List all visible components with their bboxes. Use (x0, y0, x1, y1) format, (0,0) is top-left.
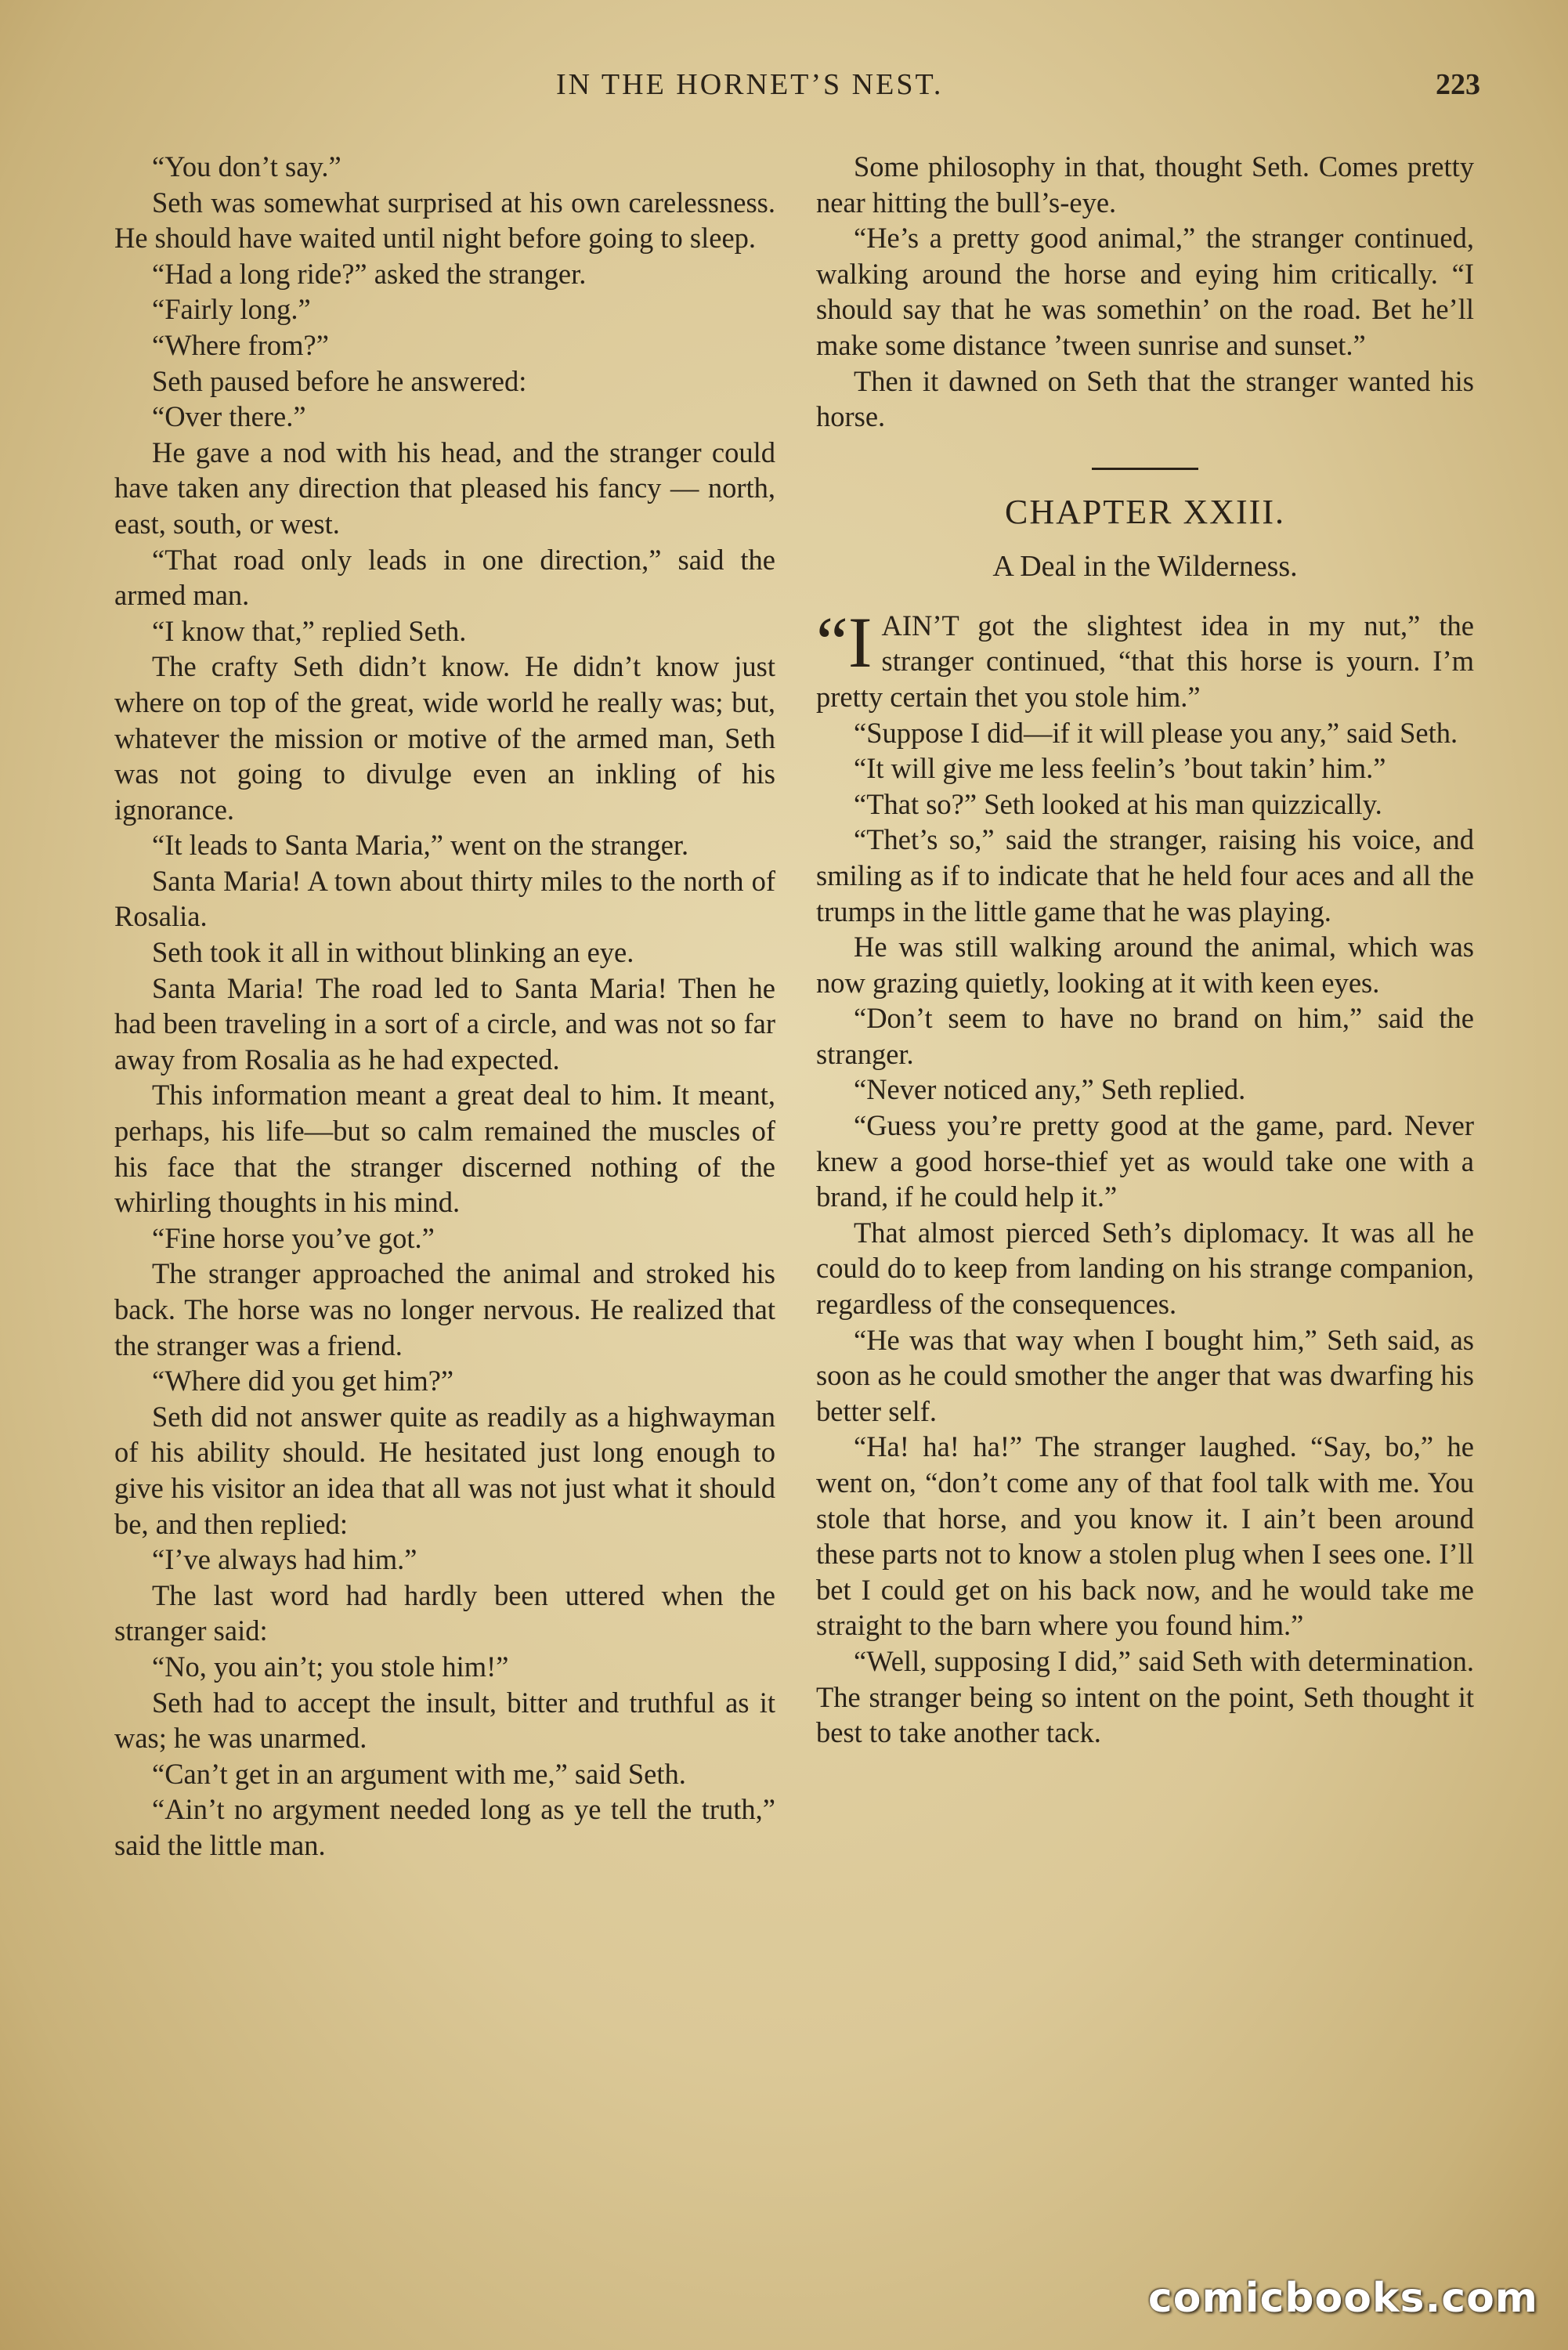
left-column (114, 149, 775, 1864)
paragraph: “Suppose I did—if it will please you any,” said Seth. (854, 716, 1458, 749)
section-divider (1092, 468, 1198, 470)
chapter-heading: CHAPTER XXIII. (1005, 492, 1285, 531)
paragraph: Seth took it all in without blinking an eye. (152, 936, 634, 969)
paragraph: The crafty Seth didn’t know. He didn’t know just where on top of the great, wide world he really was; but, whatever the mission or motive of the armed man, Seth was not going to divulge even an inkling of his ignorance. (114, 650, 775, 826)
paragraph: Santa Maria! The road led to Santa Maria! Then he had been traveling in a sort of a circle, and was not so far away from Rosalia as he had expected. (114, 971, 775, 1076)
opening-text: AIN’T got the slightest idea in my nut,” the stranger continued, “that this horse is yourn. I’m pretty certain thet you stole him.” (816, 609, 1474, 713)
paragraph: “You don’t say.” (152, 150, 341, 183)
paragraph: “Ha! ha! ha!” The stranger laughed. “Say, bo,” he went on, “don’t come any of that fool talk with me. You stole that horse, and you know it. I ain’t been around these parts not to know a stolen plug when I sees one. I’ll bet I could get on his back now, and he would take me straight to the barn where you found him.” (816, 1430, 1474, 1642)
paragraph: “Fairly long.” (152, 293, 311, 326)
paragraph: “Can’t get in an argument with me,” said Seth. (152, 1757, 686, 1790)
chapter-subtitle: A Deal in the Wilderness. (992, 549, 1298, 583)
paragraph: “Don’t seem to have no brand on him,” said the stranger. (816, 1002, 1474, 1070)
running-title: IN THE HORNET’S NEST. (556, 68, 944, 101)
watermark: comicbooks.com (1147, 2275, 1538, 2322)
paragraph: “It will give me less feelin’s ’bout takin’ him.” (854, 752, 1386, 785)
chapter-opening-paragraph (816, 602, 1474, 715)
paragraph: Seth had to accept the insult, bitter and truthful as it was; he was unarmed. (114, 1686, 775, 1755)
paragraph: “Over there.” (152, 400, 306, 433)
drop-cap-letter: I (847, 602, 873, 682)
paragraph: “Had a long ride?” asked the stranger. (152, 257, 587, 290)
paragraph: Seth paused before he answered: (152, 364, 527, 397)
paragraph: “Where from?” (152, 328, 329, 361)
paragraph: The stranger approached the animal and stroked his back. The horse was no longer nervous. He realized that the stranger was a friend. (114, 1257, 775, 1361)
paragraph: “I know that,” replied Seth. (152, 614, 467, 647)
right-column (816, 149, 1474, 1751)
paragraph: “That road only leads in one direction,” said the armed man. (114, 543, 775, 612)
page-number: 223 (1436, 68, 1480, 101)
paragraph: “Never noticed any,” Seth replied. (854, 1073, 1246, 1106)
paragraph: Seth was somewhat surprised at his own carelessness. He should have waited until night before going to sleep. (114, 186, 775, 255)
paragraph: “He was that way when I bought him,” Seth said, as soon as he could smother the anger that was dwarfing his better self. (816, 1323, 1474, 1427)
paragraph: “Guess you’re pretty good at the game, pard. Never knew a good horse-thief yet as would take one with a brand, if he could help it.” (816, 1109, 1474, 1213)
paragraph: “I’ve always had him.” (152, 1543, 417, 1576)
paragraph: Some philosophy in that, thought Seth. Comes pretty near hitting the bull’s-eye. (816, 150, 1474, 219)
paragraph: “Well, supposing I did,” said Seth with determination. The stranger being so intent on the point, Seth thought it best to take another tack. (816, 1644, 1474, 1749)
running-head (0, 67, 1568, 114)
paragraph: He gave a nod with his head, and the stranger could have taken any direction that pleased his fancy — north, east, south, or west. (114, 436, 775, 540)
paragraph: “It leads to Santa Maria,” went on the stranger. (152, 829, 689, 862)
paragraph: “He’s a pretty good animal,” the stranger continued, walking around the horse and eying him critically. “I should say that he was somethin’ on the road. Bet he’ll make some distance ’tween sunrise and sunset.” (816, 222, 1474, 361)
paragraph: The last word had hardly been uttered when the stranger said: (114, 1578, 775, 1647)
paragraph: Santa Maria! A town about thirty miles to the north of Rosalia. (114, 864, 775, 933)
paragraph: That almost pierced Seth’s diplomacy. It was all he could do to keep from landing on his strange companion, regardless of the consequences. (816, 1216, 1474, 1321)
paragraph: “Ain’t no argyment needed long as ye tell the truth,” said the little man. (114, 1793, 775, 1861)
paragraph: Then it dawned on Seth that the stranger wanted his horse. (816, 364, 1474, 433)
drop-cap (816, 602, 873, 682)
paragraph: This information meant a great deal to him. It meant, perhaps, his life—but so calm remained the muscles of his face that the stranger discerned nothing of the whirling thoughts in his mind. (114, 1079, 775, 1219)
paragraph: “Thet’s so,” said the stranger, raising his voice, and smiling as if to indicate that he held four aces and all the trumps in the little game that he was playing. (816, 823, 1474, 927)
paragraph: “Where did you get him?” (152, 1365, 454, 1397)
paragraph: “No, you ain’t; you stole him!” (152, 1650, 509, 1683)
paragraph: “That so?” Seth looked at his man quizzically. (854, 787, 1382, 820)
paragraph: “Fine horse you’ve got.” (152, 1221, 435, 1254)
drop-cap-quote: “ (816, 602, 848, 682)
paragraph: Seth did not answer quite as readily as a highwayman of his ability should. He hesitated just long enough to give his visitor an idea that all was not just what it should be, and then replied: (114, 1400, 775, 1540)
paragraph: He was still walking around the animal, which was now grazing quietly, looking at it with keen eyes. (816, 931, 1474, 999)
